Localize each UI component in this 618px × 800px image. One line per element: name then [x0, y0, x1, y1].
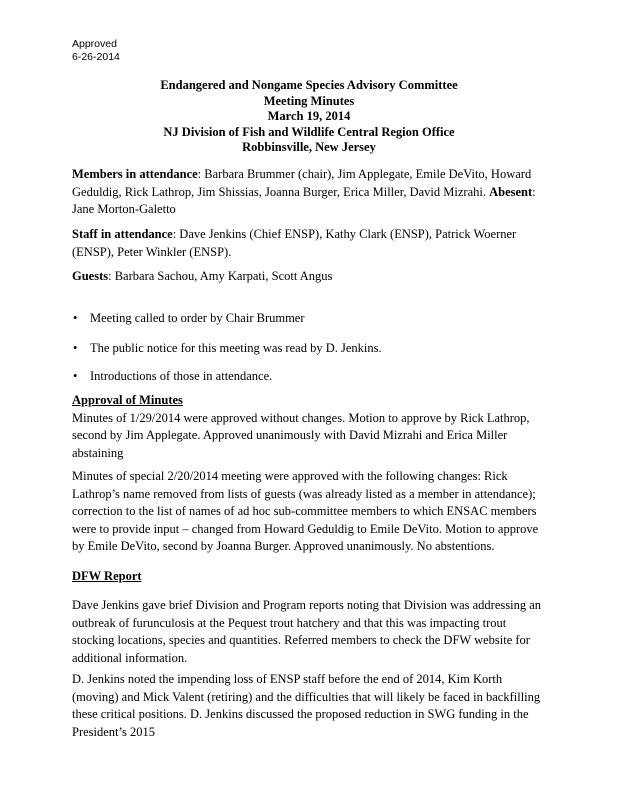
bullet-text: Meeting called to order by Chair Brummer	[90, 311, 305, 325]
bullet-text: The public notice for this meeting was read by D. Jenkins.	[90, 341, 382, 355]
approval-stamp	[72, 38, 120, 64]
staff-paragraph	[72, 226, 546, 261]
dfw-paragraph-2-block	[72, 671, 546, 741]
meeting-location: NJ Division of Fish and Wildlife Central Region Office	[163, 124, 455, 139]
dfw-heading: DFW Report	[72, 569, 142, 583]
bullet-item	[72, 310, 546, 326]
agenda-bullet-list	[72, 340, 546, 356]
dfw-section	[72, 568, 546, 586]
bullet-icon: •	[73, 311, 78, 325]
staff-list: : Dave Jenkins (Chief ENSP), Kathy Clark (ENSP), Patrick Woerner (ENSP), Peter Winkler (ENSP).	[72, 227, 517, 259]
members-label: Members in attendance	[72, 167, 198, 181]
approval-section	[72, 392, 546, 462]
approved-date: 6-26-2014	[72, 51, 120, 63]
committee-name: Endangered and Nongame Species Advisory Committee	[160, 78, 458, 92]
guests-list: : Barbara Sachou, Amy Karpati, Scott Angus	[108, 269, 333, 283]
agenda-bullet-list	[72, 368, 546, 384]
absent-label: Abesent	[489, 184, 533, 199]
dfw-paragraph-2: D. Jenkins noted the impending loss of ENSP staff before the end of 2014, Kim Korth (moving) and Mick Valent (retiring) and the difficulties that will likely be faced in backfilling these critical positions. D. Jenkins discussed the proposed reduction in SWG funding in the President’s 2015	[72, 672, 541, 739]
guests-paragraph	[72, 268, 546, 286]
members-list: : Barbara Brummer (chair), Jim Applegate, Emile DeVito, Howard Geduldig, Rick Lathrop, Jim Shissias, Joanna Burger, Erica Miller, David Mizrahi.	[72, 167, 532, 199]
bullet-item	[72, 368, 546, 384]
absent-list: : Jane Morton-Galetto	[72, 184, 536, 216]
bullet-icon: •	[73, 369, 78, 383]
document-type: Meeting Minutes	[263, 93, 355, 108]
bullet-item	[72, 340, 546, 356]
approval-heading: Approval of Minutes	[72, 393, 183, 407]
bullet-text: Introductions of those in attendance.	[90, 369, 273, 383]
approved-label: Approved	[72, 38, 117, 50]
guests-label: Guests	[72, 269, 109, 283]
meeting-date: March 19, 2014	[267, 109, 351, 123]
dfw-paragraph-1-block	[72, 597, 546, 667]
approval-paragraph-2-block	[72, 468, 546, 556]
dfw-paragraph-1: Dave Jenkins gave brief Division and Program reports noting that Division was addressing an outbreak of furunculosis at the Pequest trout hatchery and that this was impacting trout stocking locations, species and quantities. Referred members to check the DFW website for additional information.	[72, 598, 542, 665]
document-header	[72, 78, 546, 156]
agenda-bullet-list	[72, 310, 546, 326]
bullet-icon: •	[73, 341, 78, 355]
approval-paragraph-1: Minutes of 1/29/2014 were approved without changes. Motion to approve by Rick Lathrop, second by Jim Applegate. Approved unanimously with David Mizrahi and Erica Miller abstaining	[72, 410, 530, 460]
approval-paragraph-2: Minutes of special 2/20/2014 meeting were approved with the following changes: Rick Lathrop’s name removed from lists of guests (was already listed as a member in attendance); correction to the list of names of ad hoc sub-committee members to which ENSAC members were to provide input – changed from Howard Geduldig to Emile DeVito. Motion to approve by Emile DeVito, second by Joanna Burger. Approved unanimously. No abstentions.	[72, 469, 539, 553]
meeting-city: Robbinsville, New Jersey	[242, 140, 376, 154]
staff-label: Staff in attendance	[72, 227, 173, 241]
members-paragraph	[72, 166, 546, 219]
